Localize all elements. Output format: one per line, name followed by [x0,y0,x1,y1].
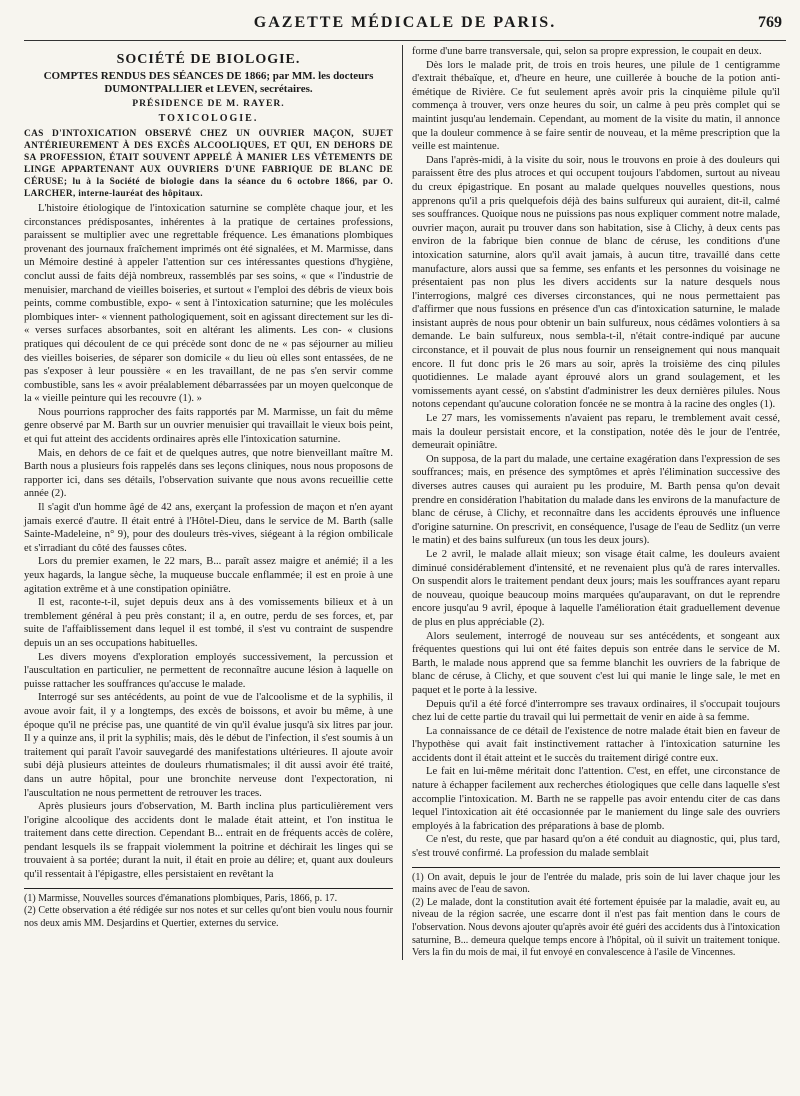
report-line-1: COMPTES RENDUS DES SÉANCES DE 1866; par MM. les docteurs [43,69,374,82]
section-heading: TOXICOLOGIE. [158,113,259,125]
paragraph: Nous pourrions rapprocher des faits rapportés par M. Marmisse, un fait du même genre observé par M. Barth sur un ouvrier menuisier qui travaillait le vieux bois peint, et qui fut atteint des accidents ordinaires après elle l'intoxication saturnine. [24,406,393,446]
paragraph: Interrogé sur ses antécédents, au point de vue de l'alcoolisme et de la syphilis, il avoue avoir fait, il y a longtemps, des excès de boissons, et avoir bu même, à une époque qu'il ne précise pas, une quantité de vin qu'il évalue jusqu'à six litres par jour. Il y a quinze ans, il prit la syphilis; mais, dès le début de l'infection, il s'est soumis à un traitement qui paraît l'avoir sauvegardé des manifestations ultérieures. Il ajoute avoir subi déjà plusieurs atteintes de douleurs rhumatismales; il dit aussi avoir été traité, dans un autre hôpital, pour une bronchite nerveuse dont l'expectoration, ni l'auscultation ne nous permettent de retrouver les traces. [24,692,393,799]
paragraph: Il s'agit d'un homme âgé de 42 ans, exerçant la profession de maçon et n'en ayant jamais exercé d'autre. Il était entré à l'Hôtel-Dieu, dans le service de M. Barth (salle Sainte-Madeleine, n° 9), pour des douleurs très-vives, siégeant à la région ombilicale et s'irradiant du côté des fausses côtes. [24,502,393,554]
journal-title: GAZETTE MÉDICALE DE PARIS. [253,14,557,31]
paragraph: Dès lors le malade prit, de trois en trois heures, une pilule de 1 centigramme d'extrait thébaïque, et, d'heure en heure, une cuillerée à bouche de la potion anti-émétique de Rivière. Ce fut seulement après avoir pris la cinquième pilule qu'il commença à trouver, vers onze heures du soir, un calme à peu près complet qui se maintint jusqu'au lendemain. Cependant, au moment de la visite du matin, il annonce que la douleur commence à se faire sentir de nouveau, et la même prescription que la veille est maintenue. [412,59,780,153]
footnote: (2) Le malade, dont la constitution avait été fortement épuisée par la maladie, avait eu, au niveau de la région sacrée, une escarre dont il n'est pas fait mention dans le cours de l'observation. Nous devons ajouter qu'après avoir été guéri des accidents dus à l'intoxication saturnine, B... demeura quelque temps encore à l'hôpital, où il suivit un traitement tonique. Vers la fin du mois de mai, il fut envoyé en convalescence à l'asile de Vincennes. [412,896,780,959]
paragraph: Il est, raconte-t-il, sujet depuis deux ans à des vomissements bilieux et à un tremblement général à peu près constant; il a, en outre, perdu de ses forces, et, par suite de l'affaiblissement dans lequel il est tombé, il s'est vu contraint de suspendre depuis un an ses occupations habituelles. [24,597,393,649]
left-column [24,45,402,960]
footnote: (2) Cette observation a été rédigée sur nos notes et sur celles qu'ont bien voulu nous fournir nos deux amis MM. Desjardins et Quertier, externes du service. [24,905,393,929]
paragraph: Après plusieurs jours d'observation, M. Barth inclina plus particulièrement vers l'origine alcoolique des accidents dont le malade était atteint, et l'on institua le traitement dans cette direction. Cependant B... entrait en de fréquents accès de colère, pendant lesquels ils se frappait violemment la poitrine et déchirait les linges qui se trouvaient à sa portée; durant la nuit, il était en proie au délire; et, quant aux douleurs qu'il ressentait à l'épigastre, elles persistaient en revêtant la [24,801,393,881]
paragraph: Lors du premier examen, le 22 mars, B... paraît assez maigre et anémié; il a les yeux hagards, la langue sèche, la muqueuse buccale enflammée; il est en proie à une agitation extrême et à une constipation opiniâtre. [24,556,393,595]
paragraph: Le 27 mars, les vomissements n'avaient pas reparu, le tremblement avait cessé, mais la douleur persistait encore, et la constipation, notée dès le jour de l'entrée, demeurait opiniâtre. [412,413,780,452]
footnote: (1) Marmisse, Nouvelles sources d'émanations plombiques, Paris, 1866, p. 17. [24,892,338,904]
paragraph: Mais, en dehors de ce fait et de quelques autres, que notre bienveillant maître M. Barth nous a plusieurs fois rappelés dans ses leçons cliniques, nous nous proposons de rapporter ici, dans ses détails, l'observation suivante que nous avons recueillie cette année (2). [24,447,393,500]
paragraph: Dans l'après-midi, à la visite du soir, nous le trouvons en proie à des douleurs qui paraissent être des plus atroces et qui occupent toujours l'abdomen, surtout au niveau du creux épigastrique. En posant au malade quelques nouvelles questions, nous apprenons qu'il a pris quelquefois déjà des bains sulfureux qui auraient, dit-il, calmé ses souffrances. Quoique nous ne puissions pas nous expliquer comment notre malade, ouvrier maçon, aurait pu trouver dans son habitation, sise à Clichy, à deux cents pas environ de la fabrique bien connue de blanc de céruse, les conditions d'une intoxication saturnine, alors qu'il avait jamais, à aucun titre, travaillé dans cette manufacture, alors aussi que sa femme, ses enfants et les personnes du voisinage ne présentaient pas non plus les divers accidents sur la nature desquels nous l'interrogions, malgré ces diverses circonstances, qui ne nous permettaient pas d'affirmer que nous fussions en présence d'un cas d'intoxication saturnine, le malade insistant auprès de nous pour obtenir un bain sulfureux, nous cédâmes volontiers à sa demande. Le bain sulfureux, nous sembla-t-il, n'était contre-indiqué par aucune circonstance, et il pouvait de plus nous fournir un renseignement qui nous manquait encore. Il fut donc pris le 26 mars au soir, après la troisième des cinq pilules quotidiennes. Le malade ayant éprouvé alors un grand soulagement, et les vomissements ayant cessé, on s'abstint d'administrer les deux dernières pilules. Nous notons cependant qu'aucune coloration foncée ne se montra à la racine des ongles (1). [412,154,780,411]
paragraph: On supposa, de la part du malade, une certaine exagération dans l'expression de ses souffrances; mais, en présence des symptômes et après l'élimination successive des diverses autres causes qui auraient pu les produire, M. Barth pensa qu'on devait prendre en considération l'habitation du malade dans les environs de la manufacture de blanc de céruse, à Clichy, et reconnaître dans les accidents éprouvés une influence d'origine saturnine. On prescrivit, en conséquence, l'usage de l'eau de Sedlitz (un verre le matin) et des bains sulfureux (un tous les deux jours). [412,453,780,547]
president-line: PRÉSIDENCE DE M. RAYER. [132,97,285,109]
paragraph: Alors seulement, interrogé de nouveau sur ses antécédents, et songeant aux fréquentes questions qui lui ont été faites depuis son entrée dans le service de M. Barth, le malade nous apprend que sa femme blanchit les ouvriers de la fabrique de blanc de céruse, à Clichy, et que souvent c'est lui qui manie le linge sale, le met en paquet et le porte à la lessive. [412,630,780,696]
paragraph: forme d'une barre transversale, qui, selon sa propre expression, le coupait en deux. [412,46,762,57]
paragraph: Le fait en lui-même méritait donc l'attention. C'est, en effet, une circonstance de nature à échapper facilement aux recherches étiologiques que celle dans laquelle s'est accomplie l'intoxication. M. Barth ne se rappelle pas avoir entendu citer de cas dans lequel l'intoxication ait été occasionnée par le maniement du linge sale des ouvriers employés à la fabrication des préparations à base de plomb. [412,766,780,832]
case-heading: CAS D'INTOXICATION OBSERVÉ CHEZ UN OUVRIER MAÇON, SUJET ANTÉRIEUREMENT À DES EXCÈS ALCOOLIQUES, ET QUI, EN DEHORS DE SA PROFESSION, ÉTAIT SOUVENT APPELÉ À MANIER LES VÊTEMENTS DE LINGE APPARTENANT AUX OUVRIERS D'UNE FABRIQUE DE BLANC DE CÉRUSE; lu à la Société de biologie dans la séance du 6 octobre 1866, par O. LARCHER, interne-lauréat des hôpitaux. [24,128,393,199]
paragraph: Depuis qu'il a été forcé d'interrompre ses travaux ordinaires, il s'occupait toujours chez lui de cette partie du travail qui lui permettait de venir en aide à sa femme. [412,698,780,724]
text-columns [24,45,786,960]
footnote-divider [412,867,780,868]
right-column [402,45,780,960]
paragraph: Ce n'est, du reste, que par hasard qu'on a été conduit au diagnostic, qui, plus tard, s'est trouvé confirmé. La profession du malade semblait [412,834,780,860]
society-title: SOCIÉTÉ DE BIOLOGIE. [116,52,301,67]
paragraph: L'histoire étiologique de l'intoxication saturnine se complète chaque jour, et les circonstances prédisposantes, inhérentes à la pratique de certaines professions, paraissent se multiplier avec une regrettable fréquence. Les émanations plombiques provenant des journaux fraîchement imprimés ont été signalées, et M. Marmisse, dans un Mémoire destiné à appeler l'attention sur ces intéressantes questions d'hygiène, conclut aussi de faits déjà nombreux, rassemblés par ses soins, « que « l'industrie de menuisier, marchand de vieilles boiseries, et surtout « l'emploi des débris de vieux bois peints, comme combustible, expo- « sent à l'intoxication saturnine; que les molécules plombiques inter- « viennent pathologiquement, soit en agissant directement sur les di- « verses surfaces absorbantes, soit en altérant les aliments. Les con- « clusions pratiques qui découlent de ce qui précède sont donc de ne « pas séjourner au milieu des vieilles boiseries, de séparer son domicile « du lieu où elles sont entassées, de ne pas s'exposer à leur poussière « en les travaillant, de ne pas s'en servir comme combustible, sans les « avoir préalablement débarrassées par un moyen quelconque de la « vieille peinture qui les recouvre (1). » [24,202,393,405]
paragraph: Le 2 avril, le malade allait mieux; son visage était calme, les douleurs avaient diminué considérablement d'intensité, et ne revenaient plus qu'à de rares intervalles. On suspendit alors le traitement pendant deux jours; mais les souffrances ayant reparu de nouveau, quoique beaucoup moins marquées qu'auparavant, on dut le reprendre encore jusqu'au 9 avril, époque à laquelle l'amélioration était graduellement devenue de plus en plus appréciable (2). [412,548,780,628]
page-header [24,6,786,41]
paragraph: Les divers moyens d'exploration employés successivement, la percussion et l'auscultation en particulier, ne permettent de reconnaître aucune lésion à laquelle on puisse rattacher les souffrances qu'accuse le malade. [24,651,393,690]
footnote-divider [24,888,393,889]
page-number: 769 [758,14,782,31]
report-line-2: DUMONTPALLIER et LEVEN, secrétaires. [104,83,313,96]
footnote: (1) On avait, depuis le jour de l'entrée du malade, pris soin de lui laver chaque jour les mains avec de l'eau de savon. [412,871,780,896]
paragraph: La connaissance de ce détail de l'existence de notre malade était bien en faveur de l'hypothèse qui avait fait instinctivement rattacher à l'intoxication saturnine les accidents dont il était atteint et le succès du traitement dirigé contre eux. [412,725,780,764]
